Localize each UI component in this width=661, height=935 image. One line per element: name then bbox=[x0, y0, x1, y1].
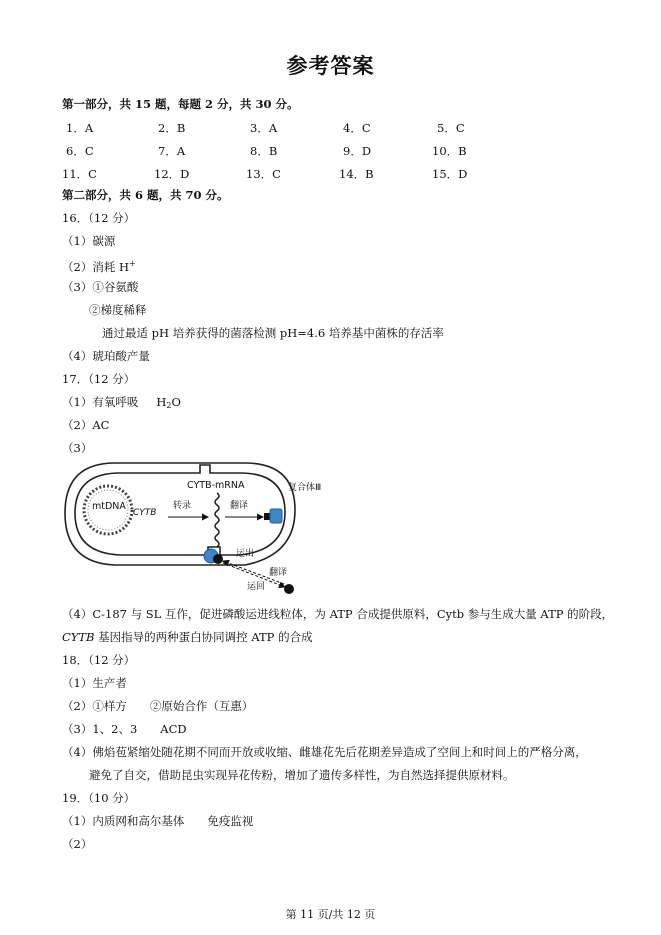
answer-7: 7．A bbox=[158, 144, 186, 158]
q16-answer-2-text: （2）消耗 H bbox=[62, 260, 130, 274]
q18-answer-2: （2）①样方 ②原始合作（互惠） bbox=[62, 699, 254, 713]
q17-answer-4-line1: （4）C-187 与 SL 互作，促进磷酸运进线粒体，为 ATP 合成提供原料，Cytb 参与生成大量 ATP 的阶段， bbox=[62, 607, 614, 621]
part1-heading: 第一部分，共 15 题，每题 2 分，共 30 分。 bbox=[62, 97, 299, 111]
mitochondrion-diagram bbox=[60, 455, 322, 595]
translate-bottom-label: 翻译 bbox=[269, 568, 288, 578]
q17-answer-2: （2）AC bbox=[62, 418, 110, 432]
q17-answer-1 bbox=[62, 394, 181, 414]
q18-answer-1: （1）生产者 bbox=[62, 676, 127, 690]
q16-answer-4: （4）琥珀酸产量 bbox=[62, 349, 150, 363]
part2-heading: 第二部分，共 6 题，共 70 分。 bbox=[62, 188, 229, 202]
answer-6: 6．C bbox=[66, 144, 94, 158]
q16-header: 16．（12 分） bbox=[62, 211, 136, 225]
q16-answer-3-2: ②梯度稀释 bbox=[89, 303, 147, 317]
mrna-label: CYTB-mRNA bbox=[187, 480, 245, 491]
answer-14: 14．B bbox=[339, 167, 374, 181]
answer-2: 2．B bbox=[158, 121, 186, 135]
q19-answer-1: （1）内质网和高尔基体 免疫监视 bbox=[62, 814, 254, 828]
answer-15: 15．D bbox=[432, 167, 468, 181]
complex-iii-label: 复合体Ⅲ bbox=[288, 483, 322, 493]
q19-header: 19．（10 分） bbox=[62, 791, 136, 805]
answer-9: 9．D bbox=[343, 144, 372, 158]
answer-3: 3．A bbox=[250, 121, 278, 135]
export-label: 运出 bbox=[236, 549, 255, 559]
answer-5: 5．C bbox=[437, 121, 465, 135]
translate-top-label: 翻译 bbox=[230, 501, 249, 511]
q17-header: 17．（12 分） bbox=[62, 372, 136, 386]
water-h: H bbox=[156, 395, 167, 409]
answer-12: 12．D bbox=[154, 167, 190, 181]
q18-answer-4-line2: 避免了自交，借助昆虫实现异花传粉，增加了遗传多样性，为自然选择提供原材料。 bbox=[89, 768, 515, 782]
complex-iii bbox=[270, 509, 282, 523]
q18-header: 18．（12 分） bbox=[62, 653, 136, 667]
q16-answer-3-3: 通过最适 pH 培养获得的菌落检测 pH=4.6 培养基中菌株的存活率 bbox=[102, 326, 444, 340]
q18-answer-4-line1: （4）佛焰苞紧缩处随花期不同而开放或收缩、雌雄花先后花期差异造成了空间上和时间上的严格分离， bbox=[62, 745, 587, 759]
cytb-italic: CYTB bbox=[62, 630, 95, 644]
cytb-gene-label: CYTB bbox=[133, 508, 157, 518]
answer-4: 4．C bbox=[343, 121, 371, 135]
transcribe-label: 转录 bbox=[173, 501, 192, 511]
answer-1: 1．A bbox=[66, 121, 94, 135]
q17-answer-1-text: （1）有氧呼吸 bbox=[62, 395, 139, 409]
answer-10: 10．B bbox=[432, 144, 467, 158]
q16-answer-3-1: （3）①谷氨酸 bbox=[62, 280, 139, 294]
water-o: O bbox=[171, 395, 181, 409]
answer-8: 8．B bbox=[250, 144, 278, 158]
page-title: 参考答案 bbox=[286, 54, 375, 78]
q17-answer-4-line2 bbox=[62, 629, 313, 645]
import-label: 运回 bbox=[247, 582, 266, 592]
q16-answer-2 bbox=[62, 256, 136, 275]
q19-answer-2: （2） bbox=[62, 837, 93, 851]
mrna-strand bbox=[215, 493, 219, 547]
mtdna-label: mtDNA bbox=[92, 501, 126, 512]
q17-answer-4-line2-text: 基因指导的两种蛋白协同调控 ATP 的合成 bbox=[94, 630, 313, 644]
protein-dot-inner bbox=[213, 554, 223, 564]
page-footer: 第 11 页/共 12 页 bbox=[285, 908, 376, 921]
q18-answer-3: （3）1、2、3 ACD bbox=[62, 722, 187, 736]
q16-answer-1: （1）碳源 bbox=[62, 234, 116, 248]
protein-dot-outer bbox=[284, 584, 294, 594]
q17-answer-3: （3） bbox=[62, 441, 93, 455]
answer-11: 11．C bbox=[62, 167, 97, 181]
answer-13: 13．C bbox=[246, 167, 281, 181]
water-subscript: 2 bbox=[166, 401, 172, 410]
q16-answer-2-superscript: + bbox=[129, 259, 136, 268]
